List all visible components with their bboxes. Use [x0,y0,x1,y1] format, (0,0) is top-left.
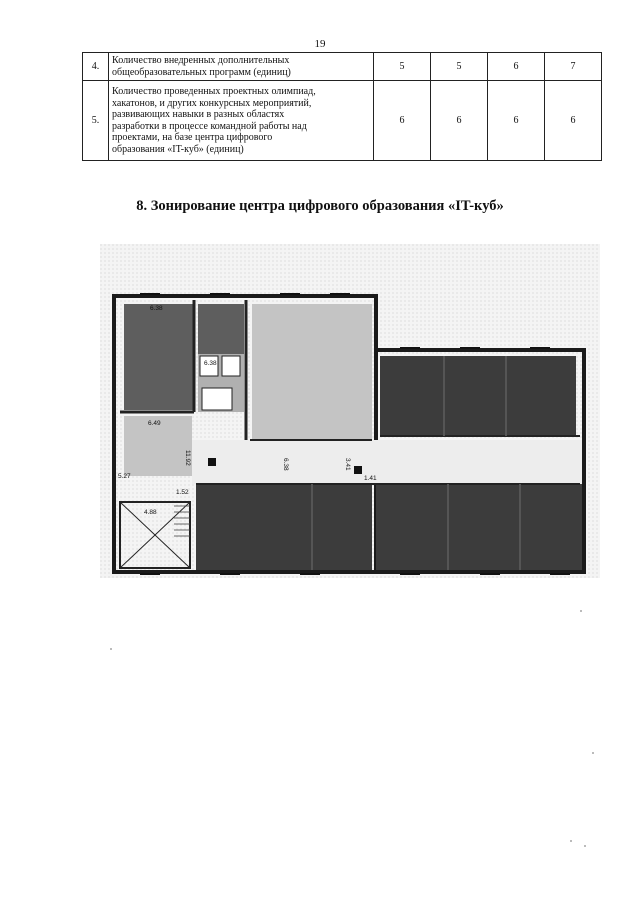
dimension-label: 11.92 [184,450,191,466]
floor-plan [100,244,600,578]
row-description [109,53,374,81]
desc-line: развивающих навыки в разных областях [112,109,285,120]
dimension-label: 1.52 [176,489,189,496]
table-cell: 6 [544,81,601,161]
desc-line: общеобразовательных программ (единиц) [112,66,291,78]
zone-cube-room [380,356,576,436]
corridor [192,440,582,484]
dimension-label: 5.27 [118,473,131,480]
row-number: 5. [83,81,109,161]
row-number: 4. [83,53,109,81]
table-cell: 5 [431,53,488,81]
table-row [83,53,602,81]
table-cell: 5 [374,53,431,81]
floor-plan-drawing [100,244,600,578]
table-cell: 7 [544,53,601,81]
zone-lecture-hall [252,304,372,440]
table-row [83,81,602,161]
dimension-label: 6.38 [150,305,163,312]
desc-line: Количество проведенных проектных олимпиад, [112,86,316,97]
dimension-label: 3.41 [344,458,351,471]
desc-line: образования «IT-куб» (единиц) [112,143,244,155]
table-cell: 6 [374,81,431,161]
dimension-label: 6.38 [282,458,289,471]
kpi-table [82,52,602,161]
row-description [109,81,374,161]
desc-line: хакатонов, и других конкурсных мероприятий, [112,97,312,109]
zone-cube-room [196,484,372,570]
desc-line: Количество внедренных дополнительных [112,55,290,66]
desc-line: разработки в процессе командной работы над [112,120,307,132]
table-cell: 6 [431,81,488,161]
zone-cube-room [376,484,582,570]
dimension-label: 1.41 [364,475,377,482]
dimension-label: 6.49 [148,420,161,427]
zone-cube-room [124,304,194,410]
table-cell: 6 [487,81,544,161]
page-number: 19 [314,38,326,50]
dimension-label: 6.38 [204,360,217,367]
desc-line: проектами, на базе центра цифрового [112,132,273,143]
zone-cube-room [198,304,244,354]
dimension-label: 4.88 [144,509,157,516]
table-cell: 6 [487,53,544,81]
section-title: 8. Зонирование центра цифрового образования «IT-куб» [136,198,504,214]
